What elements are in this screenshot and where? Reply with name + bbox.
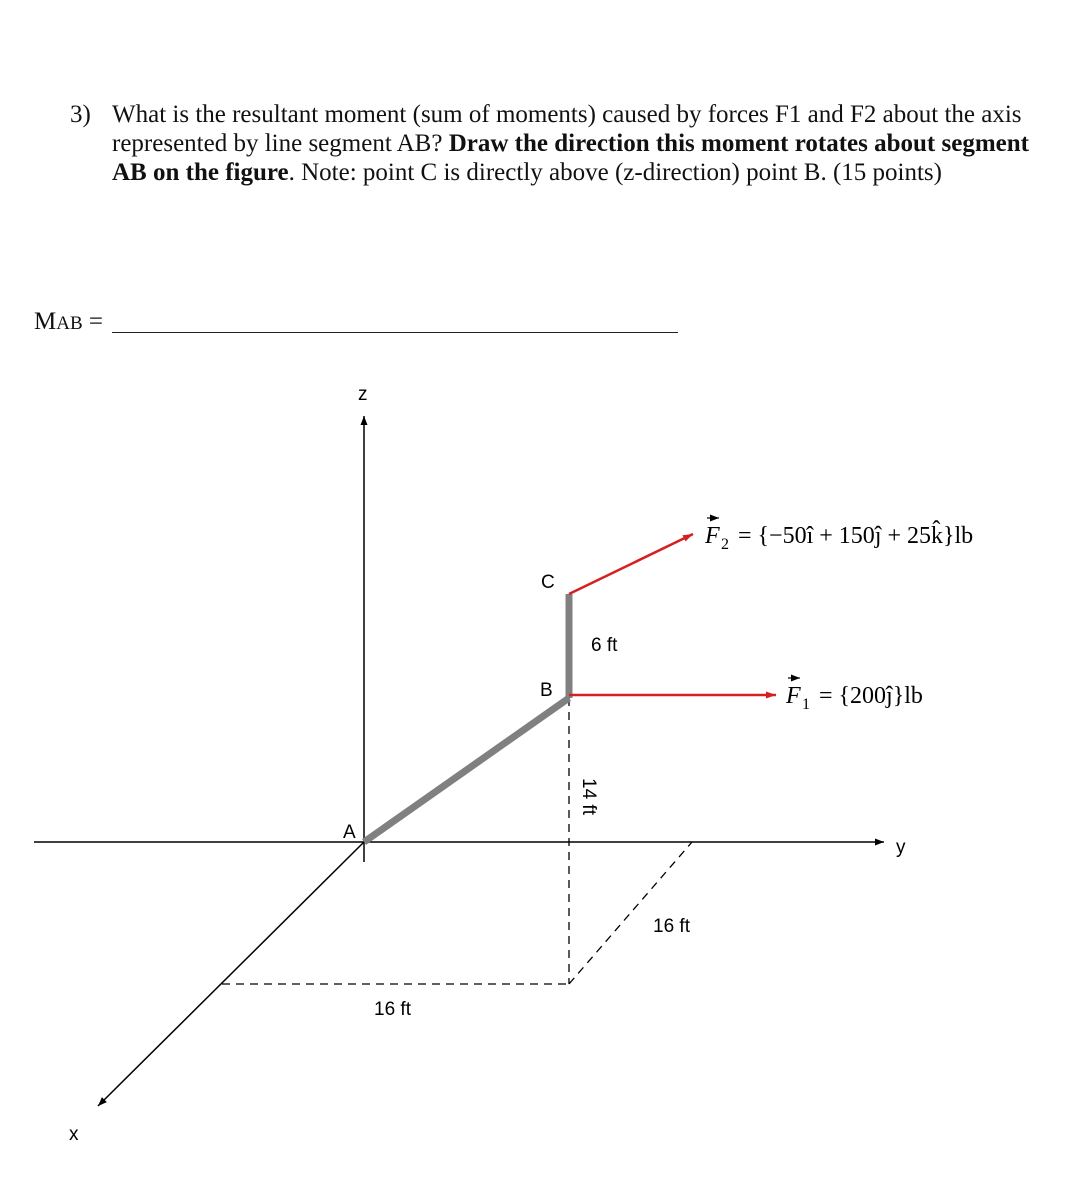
z-axis-label: z [358, 384, 368, 405]
question-text-part2: . Note: point C is directly above (z-direction) point B. (15 points) [288, 159, 942, 186]
point-b-label: B [540, 680, 553, 701]
point-a-label: A [343, 822, 356, 843]
dimension-bc-label: 6 ft [591, 635, 618, 656]
answer-label-sub: AB [56, 313, 83, 334]
y-axis-label: y [896, 837, 906, 858]
point-c-label: C [541, 572, 555, 593]
force-f2-subscript: 2 [721, 536, 729, 553]
member-ab [364, 698, 569, 842]
force-f1-label [785, 678, 923, 713]
force-f1-subscript: 1 [802, 696, 810, 713]
question-text-bold: Draw the direction this moment rotates about segment AB on the figure [112, 130, 1029, 186]
dimension-x-label: 16 ft [374, 999, 411, 1020]
force-f2-symbol: F [705, 523, 720, 549]
x-axis [98, 842, 364, 1106]
dimension-y-label: 16 ft [653, 916, 690, 937]
force-f2-arrow [569, 534, 693, 594]
answer-label-eq: = [82, 308, 103, 335]
x-axis-label: x [69, 1124, 79, 1145]
question-text-part1: What is the resultant moment (sum of moments) caused by forces F1 and F2 about the axis represented by line segment AB? [112, 101, 1022, 157]
dashed-line-diagonal [569, 842, 692, 984]
force-f1-symbol: F [786, 683, 801, 709]
force-f2-equation: = {−50î + 150ĵ + 25k̂}lb [738, 523, 974, 549]
force-f1-equation: = {200ĵ}lb [819, 683, 923, 709]
force-f2-label [704, 518, 973, 553]
dimension-vertical-label: 14 ft [578, 778, 599, 815]
question-number: 3) [70, 101, 91, 128]
answer-label-main: M [34, 308, 57, 335]
